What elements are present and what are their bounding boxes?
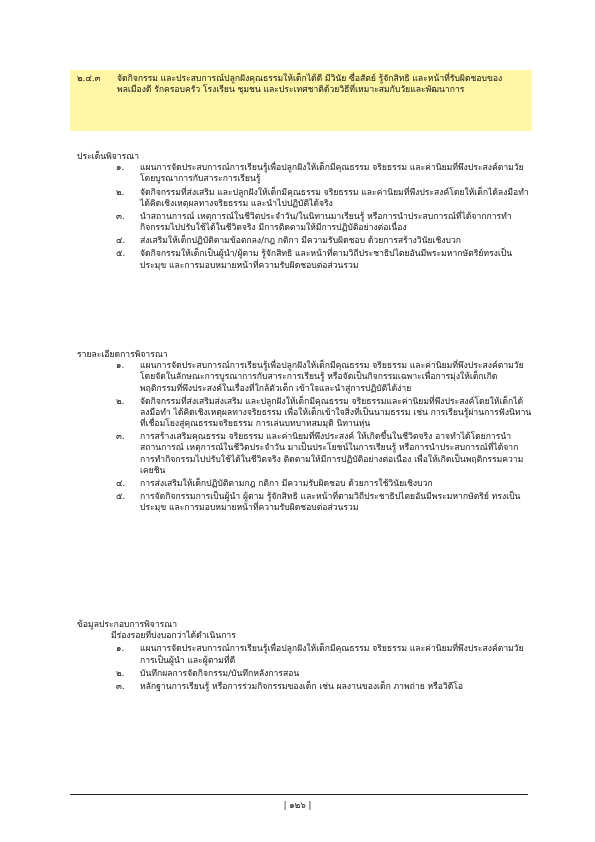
item-text: แผนการจัดประสบการณ์การเรียนรู้เพื่อปลูกฝังให้เด็กมีคุณธรรม จริยธรรม และค่านิยมที่พึงประสงค์ตามวัย โดยบูรณาการกับสาระการเรียนรู้ xyxy=(140,163,524,185)
item-number: ๕. xyxy=(116,492,126,503)
item-number: ๓. xyxy=(116,681,125,692)
section-number: ๒.๔.๓ xyxy=(77,74,101,84)
item-number: ๓. xyxy=(116,211,125,222)
details-section xyxy=(77,350,532,516)
footer-divider xyxy=(70,794,528,795)
list-item xyxy=(77,492,532,514)
item-number: ๑. xyxy=(116,644,125,655)
item-number: ๔. xyxy=(116,478,126,489)
list-item xyxy=(77,361,532,395)
list-item xyxy=(77,397,532,431)
item-text: หลักฐานการเรียนรู้ หรือการร่วมกิจกรรมของเด็ก เช่น ผลงานของเด็ก ภาพถ่าย หรือวิดีโอ xyxy=(140,681,464,692)
considerations-section xyxy=(77,152,532,274)
item-text: จัดกิจกรรมที่ส่งเสริม และปลูกฝังให้เด็กมีคุณธรรม จริยธรรม และค่านิยมที่พึงประสงค์โดยให้เด็กได้ลงมือทำ ได้คิดเชิงเหตุผลทางจริยธรรม และนำไปปฏิบัติได้จริง xyxy=(140,187,529,209)
evidence-subheading: มีร่องรอยที่บ่งบอกว่าได้ดำเนินการ xyxy=(111,631,236,642)
list-item xyxy=(77,188,532,210)
list-item xyxy=(77,479,532,490)
item-number: ๒. xyxy=(116,396,125,407)
considerations-heading: ประเด็นพิจารณา xyxy=(77,152,140,162)
item-text: ส่งเสริมให้เด็กปฏิบัติตามข้อตกลง/กฎ กติกา มีความรับผิดชอบ ด้วยการสร้างวินัยเชิงบวก xyxy=(140,236,461,247)
highlight-text-block xyxy=(77,74,527,96)
page-number: | ๑๒๖ | xyxy=(283,801,312,811)
item-number: ๑. xyxy=(116,361,125,372)
item-text: การจัดกิจกรรมการเป็นผู้นำ ผู้ตาม รู้จักสิทธิ และหน้าที่ตามวิถีประชาธิปไตยอันมีพระมหากษัตริย์ ทรงเป็นประมุข และการมอบหมายหน้าที่ความรับผิดชอบต่อส่วนรวม xyxy=(140,492,521,514)
list-item xyxy=(77,163,532,185)
item-number: ๒. xyxy=(116,187,125,198)
list-item xyxy=(77,236,532,247)
evidence-heading: ข้อมูลประกอบการพิจารณา xyxy=(77,620,178,630)
item-number: ๑. xyxy=(116,163,125,174)
details-heading: รายละเอียดการพิจารณา xyxy=(77,350,168,360)
item-text: แผนการจัดประสบการณ์การเรียนรู้เพื่อปลูกฝังให้เด็กมีคุณธรรม จริยธรรม และค่านิยมที่พึงประสงค์ตามวัย โดยจัดในลักษณะการบูรณาการกับสาระการเรียนรู้ หรือจัดเป็นกิจกรรมเฉพาะเพื่อการมุ่งให้เด็กเกิดพฤติกรรมที่พึงประสงค์ในเรื่องที่ใกล้ตัวเด็ก เข้าใจและนำสู่การปฏิบัติได้ง่าย xyxy=(140,361,524,394)
item-text: การส่งเสริมให้เด็กปฏิบัติตามกฎ กติกา มีความรับผิดชอบ ด้วยการใช้วินัยเชิงบวก xyxy=(140,478,433,489)
item-number: ๕. xyxy=(116,249,126,260)
list-item xyxy=(77,212,532,234)
item-text: จัดกิจกรรมให้เด็กเป็นผู้นำ/ผู้ตาม รู้จักสิทธิ และหน้าที่ตามวิถีประชาธิปไตยอันมีพระมหากษัตริย์ทรงเป็นประมุข และการมอบหมายหน้าที่ความรับผิดชอบต่อส่วนรวม xyxy=(140,249,513,271)
section-title: จัดกิจกรรม และประสบการณ์ปลูกฝังคุณธรรมให้เด็กได้ดี มีวินัย ซื่อสัตย์ รู้จักสิทธิ และหน้าที่รับผิดชอบของพลเมืองดี รักครอบครัว โรงเรียน ชุมชน และประเทศชาติด้วยวิธีที่เหมาะสมกับวัยและพัฒนาการ xyxy=(117,74,503,96)
item-text: จัดกิจกรรมที่ส่งเสริมส่งเสริม และปลูกฝังให้เด็กมีคุณธรรม จริยธรรมและค่านิยมที่พึงประสงค์โดยให้เด็กได้ลงมือทำ ได้คิดเชิงเหตุผลทางจริยธรรม เพื่อให้เด็กเข้าใจสิ่งที่เป็นนามธรรม เช่น การเรียนรู้ผ่านการฟังนิทานที่เชื่อมโยงสู่คุณธรรมจริยธรรม การเล่นบทบาทสมมุติ นิทานหุ่น xyxy=(140,396,532,430)
list-item xyxy=(77,249,532,271)
list-item xyxy=(77,432,532,477)
item-text: แผนการจัดประสบการณ์การเรียนรู้เพื่อปลูกฝังให้เด็กมีคุณธรรม จริยธรรม และค่านิยมที่พึงประสงค์ตามวัย การเป็นผู้นำ และผู้ตามที่ดี xyxy=(140,644,524,666)
item-number: ๔. xyxy=(116,236,126,247)
item-number: ๒. xyxy=(116,668,125,679)
evidence-section xyxy=(77,620,532,695)
item-text: นำสถานการณ์ เหตุการณ์ในชีวิตประจำวัน/ในนิทานมาเรียนรู้ หรือการนำประสบการณ์ที่ได้จากการทำกิจกรรมไปปรับใช้ได้ในชีวิตจริง มีการติดตามให้มีการปฏิบัติอย่างต่อเนื่อง xyxy=(140,211,512,234)
list-item xyxy=(77,682,532,693)
list-item xyxy=(77,644,532,666)
item-text: บันทึกผลการจัดกิจกรรม/บันทึกหลังการสอน xyxy=(140,668,300,679)
item-text: การสร้างเสริมคุณธรรม จริยธรรม และค่านิยมที่พึงประสงค์ ให้เกิดขึ้นในชีวิตจริง อาจทำได้โดยการนำสถานการณ์ เหตุการณ์ในชีวิตประจำวัน มาเป็นประโยชน์ในการเรียนรู้ หรือการนำประสบการณ์ที่ได้จากการทำกิจกรรมไปปรับใช้ได้ในชีวิตจริง ติดตามให้มีการปฏิบัติอย่างต่อเนื่อง เพื่อให้เกิดเป็นพฤติกรรมความเคยชิน xyxy=(140,432,524,476)
item-number: ๓. xyxy=(116,432,125,443)
list-item xyxy=(77,669,532,680)
